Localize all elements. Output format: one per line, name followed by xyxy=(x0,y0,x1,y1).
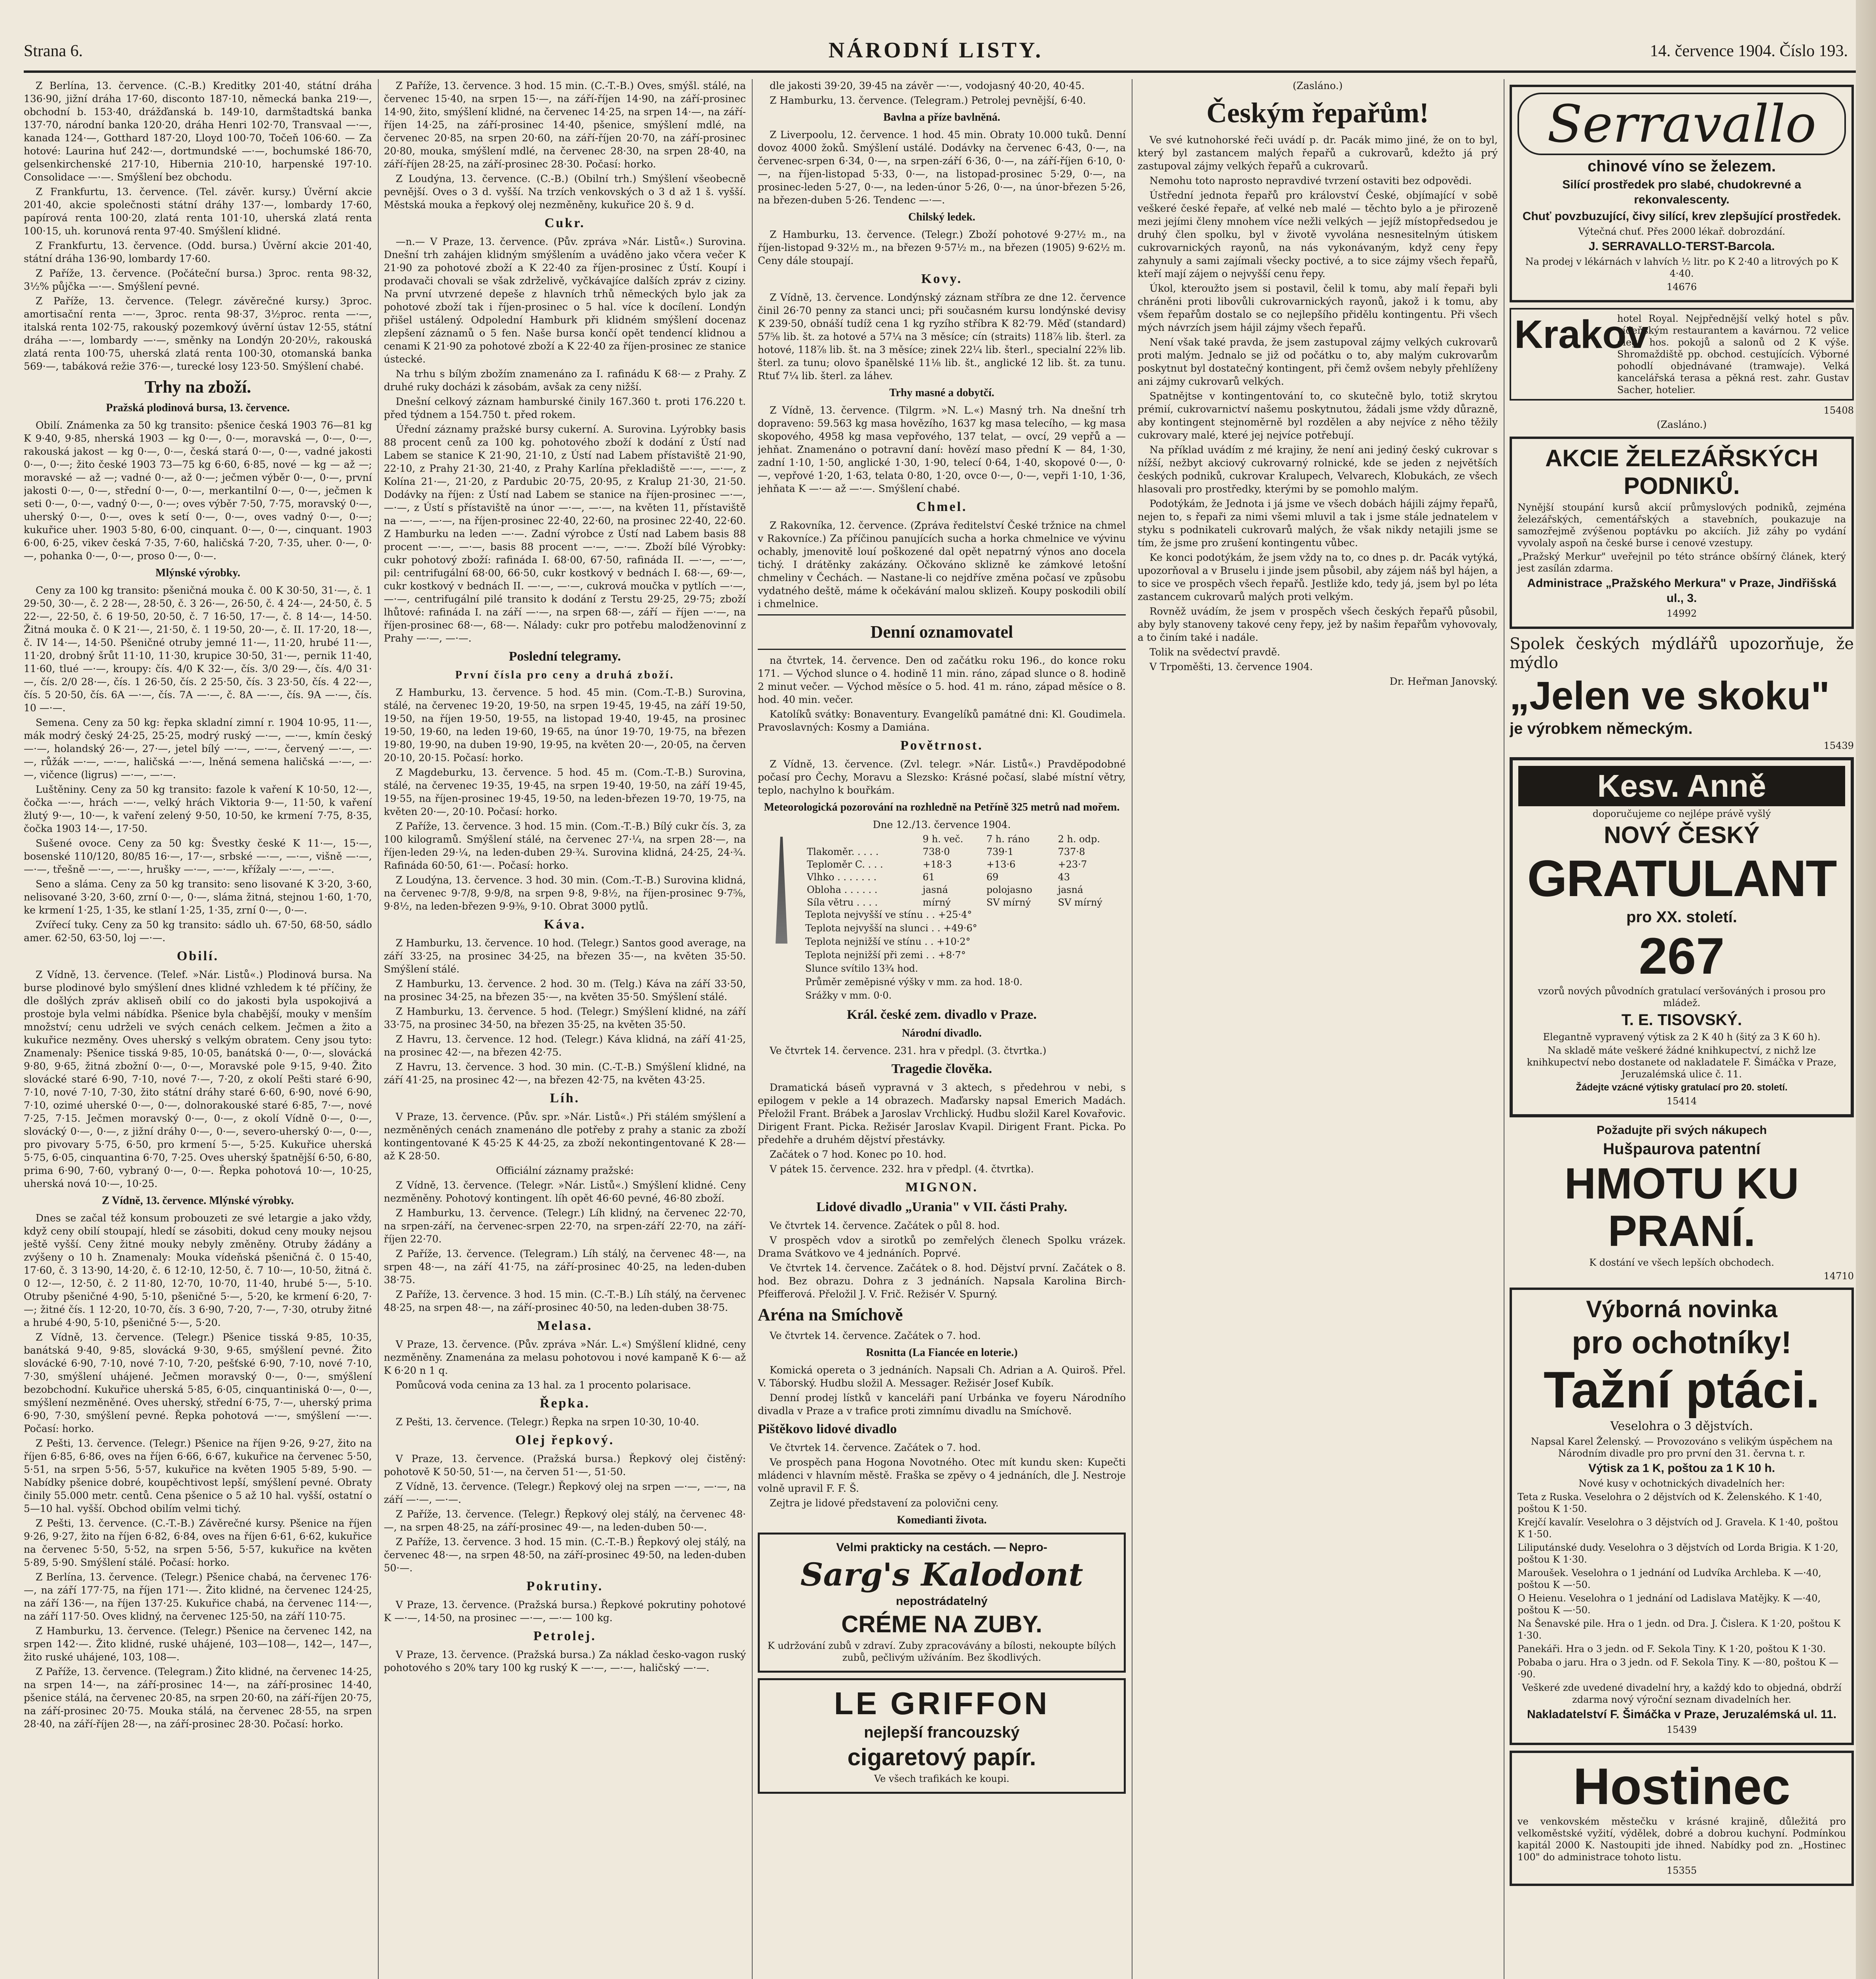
paragraph: Ceny za 100 kg transito: pšeničná mouka č. 00 K 30·50, 31·—, č. 1 29·50, 30·—, č. 2 28·—, 28·50, č. 3 26·—, 26·50, č. 4 24·—, 24·50, č. 5 22·—, 22·50, č. 6 19·50, 20·50, č. 7 16·50, 17·—, č. 8 14·—, 14·50. Žitná mouka č. 0 K 21·—, 21·50, č. 1 19·50, 20·—, č. II. 17·20, 18·—, č. IV 14·—, 14·50. Pšeničné otruby jemné 11·—, 11·20, hrubé 11·—, 11·20, drobný šrůt 11·10, 11·30, krupice 30·50, 31·—, pernik 11·40, 11·60, tlué —·—, kroupy: čís. 4/0 K 32·—, čís. 3/0 29·—, čís. 4/0 31·—, čís. 2/0 28·—, čís. 1 26·50, čís. 2 25·50, čís. 3 23·50, čís. 4 22·—, čís. 5 20·50, čís. 6A —·—, čís. 7A —·—, č. 8A —·—, čís. 9A —·—, čís. 10 —·—. xyxy=(24,585,372,714)
paragraph: Spatnějtse v kontingentování to, co skutečně bylo, totiž skrytou prémií, cukrovarnictví našemu poskytnutou, žádali jsme vždy důrazně, aby kontingent stejnoměrně byl rozdělen a aby nejvíce z něho těžily cukrovary malé, které jej nejvíce potřebují. xyxy=(1138,390,1498,441)
paragraph: Z Paříže, 13. července. 3 hod. 15 min. (C.-T.-B.) Oves, smýšl. stálé, na červenec 15·40, na srpen 15·—, na září-říjen 14·90, na září-prosinec 14·90, žito, smýšlení klidné, na červenec 14·25, na srpen 14·—, na září-říjen 14·25, na září-prosinec 14·40, pšenice, smýšlení mdlé, na červenec 20·85, na srpen 20·60, na září-říjen 20·70, na září-prosinec 20·80, mouka, smýšlení mdlé, na červenec 28·30, na srpen 28·40, na září-říjen 28·25, na září-prosinec 28·30. Počasí: horko. xyxy=(384,80,746,170)
ad-text: Nové kusy v ochotnických divadelních her: xyxy=(1578,1478,1785,1489)
paragraph: —n.— V Praze, 13. července. (Pův. zpráva »Nár. Listů«.) Surovina. Dnešní trh zahájen klidným smýšlením a uváděno jako včera večer K 21·90 za pohotové zboží a K 22·40 za říjen-prosinec z Ústí. Koupí i prodavači chovali se však zdrželivě, vyčkávajíce dalších zpráv z ciziny. Na první utvrzené depeše z hlavních trhů německých bylo jak za pohotové zboží tak i říjen-prosinec o 5 hal. více k docílení. Londýn přišel ustálený. Odpolední Hamburk při klidném smýšlení docenaz zlepšení záznamů o 5 fen. Naše bursa končí opět tendencí klidnou a cenami K 21·90 za pohotové zboží a K 22·40 za říjen-prosinec ze stanice ústecké. xyxy=(384,236,746,365)
ad-author: T. E. TISOVSKÝ. xyxy=(1621,1011,1742,1029)
ad-brand: Sarg's Kalodont xyxy=(800,1556,1083,1593)
hostinec-ad xyxy=(1510,1751,1854,1886)
list-item: O Heienu. Veselohra o 1 jednání od Ladislava Matějky. K —·40, poštou K —·50. xyxy=(1517,1593,1821,1616)
paragraph: Dnešní celkový záznam hamburské činily 167.360 t. proti 176.220 t. před týdnem a 154.750 t. před rokem. xyxy=(384,396,746,420)
ad-text: hotel Royal. Nejpřednější velký hotel s pův. vídeňským restaurantem a kavárnou. 72 velice eleg. hos. pokojů a salonů od 2 K výše. Shromaždiště pp. obchod. cestujících. Výborné pohodlí objednávané (tramwaje). Velká kancelářská terasa a pěkná rest. zahr. Gustav Sacher, hotelier. xyxy=(1617,313,1849,395)
theatre-subheading: Národní divadlo. xyxy=(902,1027,982,1039)
article-heading: Českým řepařům! xyxy=(1206,97,1429,129)
ad-text: Administrace „Pražského Merkura" v Praze, Jindřišská ul., 3. xyxy=(1527,577,1836,605)
section-heading: Chilský ledek. xyxy=(908,211,975,223)
paragraph: Z Berlína, 13. července. (Telegr.) Pšenice chabá, na červenec 176·—, na září 177·75, na říjen 171·—. Žito klidné, na červenec 124·25, na září 136·—, na říjen 137·25. Kukuřice chabá, na červenec 114·—, na září 117·50. Oves klidný, na červenec 125·50, na září 110·75. xyxy=(24,1571,372,1622)
paragraph: Z Pešti, 13. července. (C.-T.-B.) Závěrečné kursy. Pšenice na říjen 9·26, 9·27, žito na říjen 6·82, 6·84, oves na říjen 6·61, 6·62, kukuřice na červenec 5·50, 5·52, na srpen 5·56, 5·57, kukuřice na květen 5·89, 5·90. Smýšlení stálé. Počasí: horko. xyxy=(24,1517,372,1568)
section-heading: Meteorologická pozorování na rozhledně na Petříně 325 metrů nad mořem. xyxy=(764,801,1120,813)
paragraph: Z Frankfurtu, 13. července. (Odd. bursa.) Úvěrní akcie 201·40, státní dráha 136·90, lombardy 17·60. xyxy=(24,240,372,264)
meteo-note: Srážky v mm. 0·0. xyxy=(805,990,892,1001)
table-cell: mírný xyxy=(922,897,951,908)
paragraph: Z Vídně, 13. července. (Telegr.) Pšenice tisská 9·85, 10·35, banátská 9·40, 9·85, slovácká 9·30, 9·65, smýšlení pevné. Žito slovácké 6·90, 7·10, nové 7·10, 7·20, pešťské 6·90, 7·10, nové 7·10, 7·30, smýšlení uhájené. Ječmen moravský 0·—, 0·—, smýšlení bezobchodní. Kukuřice uherská 5·85, 6·05, cinquantiniská 0·—, 0·—, smýšlení nezměněné. Oves uherský, střední 6·75, 7·—, uherský prima 6·90, 7·30, smýšlení pevné. Řepka pohotová —·—, smýšlení —·—. Počasí: horko. xyxy=(24,1331,372,1434)
paragraph: Z Hamburku, 13. července. (Telegr.) Líh klidný, na červenec 22·70, na srpen-září, na červenec-srpen 22·70, na srpen-září 22·70, na září-říjen 22·70. xyxy=(384,1207,746,1245)
zaslano-label: (Zasláno.) xyxy=(1292,80,1343,91)
table-header-cell: 7 h. ráno xyxy=(986,834,1030,845)
column-divider xyxy=(752,79,753,1979)
paragraph: Dramatická báseň vypravná v 3 aktech, s předehrou v nebi, s epilogem v pekle a 14 obrazech. Maďarsky napsal Emerich Madách. Přeložil Frant. Brábek a Jaroslav Vrchlický. Hudbu složil Karel Kovařovic. Dirigent Frant. Picka. Režisér Jaroslav Kvapil. Dirigent Frant. Picka. Po předehře a druhém dějství přestávky. xyxy=(758,1082,1126,1145)
section-heading: Pokrutiny. xyxy=(526,1579,603,1593)
table-header-row xyxy=(805,833,1126,845)
ad-text: Výtečná chuť. Přes 2000 lékař. dobrozdání. xyxy=(1578,226,1785,237)
masthead xyxy=(24,38,1848,69)
paragraph: Z Vídně, 13. července. (Zvl. telegr. »Nár. Listů«.) Pravděpodobné počasí pro Čechy, Moravu a Slezsko: Krásné počasí, slabé místní větry, teplo, nachylno k bouřkám. xyxy=(758,758,1126,796)
paragraph: Rovněž uvádím, že jsem v prospěch všech českých řepařů působil, aby byly stanoveny takové ceny řepy, jež by našim řepařům vyhovovaly, a to činím také i nadále. xyxy=(1138,606,1498,643)
table-cell: 738·0 xyxy=(922,846,950,857)
ad-number: 14676 xyxy=(1666,281,1697,292)
table-cell: Síla větru . . . . xyxy=(807,897,878,908)
ad-text: Výborná novinka xyxy=(1586,1296,1777,1322)
ad-number: 15414 xyxy=(1666,1096,1697,1107)
ad-brand: LE GRIFFON xyxy=(834,1686,1050,1721)
ad-text: Spolek českých mýdlářů upozorňuje, že mýdlo xyxy=(1510,635,1854,672)
ad-heading: Kesv. Anně xyxy=(1518,766,1845,806)
section-heading: Káva. xyxy=(544,917,586,932)
ad-heading: AKCIE ŽELEZÁŘSKÝCH PODNIKŮ. xyxy=(1545,445,1819,499)
column-5-ads xyxy=(1510,79,1854,1979)
masthead-rule xyxy=(24,70,1856,73)
tower-icon xyxy=(760,837,803,944)
list-item: Liliputánské dudy. Veselohra o 3 dějstvích od Lorda Brigia. K 1·20, poštou K 1·30. xyxy=(1517,1542,1838,1565)
table-row xyxy=(805,858,1126,871)
table-cell: jasná xyxy=(1058,884,1083,895)
ad-text: Hušpaurova patentní xyxy=(1603,1140,1760,1158)
ad-heading: HMOTU KU PRANÍ. xyxy=(1564,1159,1799,1255)
paragraph: Ve čtvrtek 14. července. Začátek o 8. hod. Dějství první. Začátek o 8. hod. Bez obrazu. Dohra z 3 jednáních. Napsala Karolina Birch-Pfeifferová. Přeložil J. V. Frič. Režisér V. Spurný. xyxy=(758,1262,1126,1300)
ad-text: Elegantně vypravený výtisk za 2 K 40 h (šitý za 3 K 60 h). xyxy=(1543,1031,1821,1043)
paragraph: Dnes se začal též konsum probouzeti ze své letargie a jako vždy, když ceny obilí stoupají, hledí se zásobiti, dokud ceny mouky nejsou ještě vyšší. Ceny žitné mouky nebyly změněny. Otruby žádány a zvýšeny o 10 h. Znamenaly: Mouka vídeňská pšeničná č. 0 15·40, 17·60, č. 3 13·90, 14·20, č. 6 12·10, 12·50, č. 7 10·—, 10·50, žitná č. 0 12·—, 12·50, č. 2 11·80, 12·70, 10·70, 11·40, hrubé 5·—, 5·10. Otruby pšeničné 4·90, 5·10, pšeničné 5·—, 5·20, ke krmení 6·20, 7·—; žitné čís. 1 12·20, 10·70, čís. 3 6·90, 7·20, 7·—, 7·30, otruby žitné a hrubé 4·90, 5·10, pšeničné 5·—, 5·20. xyxy=(24,1212,372,1328)
table-cell: Vlhko . . . . . . . xyxy=(807,872,877,883)
paragraph: Z Paříže, 13. července. (Telegram.) Líh stálý, na červenec 48·—, na srpen 48·—, na září 41·75, na září-prosinec 40·25, na leden-duben 38·75. xyxy=(384,1248,746,1286)
table-row xyxy=(805,883,1126,896)
meteo-date: Dne 12./13. července 1904. xyxy=(873,819,1011,830)
section-heading: Poslední telegramy. xyxy=(508,649,621,664)
meteo-note: Teplota nejnižší při zemi . . +8·7° xyxy=(805,950,966,961)
paragraph: V Praze, 13. července. (Pražská bursa.) Řepkové pokrutiny pohotové K —·—, 14·50, na prosinec —·—, —·— 100 kg. xyxy=(384,1599,746,1624)
table-header-cell: 2 h. odp. xyxy=(1058,834,1100,845)
paragraph: Ve čtvrtek 14. července. Začátek o půl 8. hod. xyxy=(770,1220,1000,1231)
ad-number: 15439 xyxy=(1666,1724,1697,1735)
paragraph: Úřední záznamy pražské bursy cukerní. A. Surovina. Lyýrobky basis 88 procent cenů za 100 kg. pohotového zboží k dodání z Ústí nad Labem se stanice K 21·90, 21·10, z Ústí nad Labem přístaviště 21·90, 22·10, z Prahy 21·30, 21·40, z Prahy Karlína překladiště —·—, —·—, z Kolína 21·—, 21·20, z Pardubic 20·75, 20·95, z Kralup 21·30, 21·50. Dodávky na říjen: z Ústí nad Labem se stanice na říjen-prosinec —·—, —·—, z Ústí s přístaviště na únor —·—, —·—, na květen 11, přístaviště na —·—, —·—, na říjen-prosinec 22·40, 22·60, na prosinec 22·40, 22·60. Z Hamburku na leden —·—. Zadní výrobce z Ústí nad Labem basis 88 procent —·—, —·—, basis 88 procent —·—, —·—. Zboží bílé Výrobky: cukr pohotový zboží: rafináda I. 68·00, 67·50, rafináda II. —·—, —·—, pil: centrifugální 68·00, 66·50, cukr kostkový v bednách I. 68·—, 69·—, cukr kostkový v bednách II. —·—, —·—, cukrová moučka v pytlích —·—, —·—, centrifugální pilé transito k dodání z Terstu 29·25, 29·75; zboží lhůtové: rafináda I. na září —·—, na srpen 68·—, září — říjen —·—, na říjen-prosinec 68·—, 68·—. Nálady: cukr pro potřebu malodženovinní z Prahy —·—, —·—. xyxy=(384,424,746,644)
paragraph: Z Vídně, 13. července. Londýnský záznam stříbra ze dne 12. července činil 26·70 penny za stanci unci; při současném kursu londýnské devisy K 239·50, obnáší tudíž cena 1 kg ryzího stříbra K 82·79. Měď (standard) 57⅝ lib. št. za hotové a 57¼ na 3 měsíce; cín (straits) 118⅞ lib. šterl. za hotové, 118⅞ lib. št. na 3 měsíce; zinek 22¼ lib. šterl., specialní 22⅝ lib. šterl. za tunu; olovo španělské 11⅛ lib. št., anglické 12 lib. št. za tunu. Rtuť 7¼ lib. šterl. za láhev. xyxy=(758,292,1126,382)
table-cell: polojasno xyxy=(986,884,1032,895)
paragraph: Z Hamburku, 13. července. 2 hod. 30 m. (Telg.) Káva na září 33·50, na prosinec 34·25, na březen 35·—, na květen 35·50. Smýšlení stálé. xyxy=(384,978,746,1003)
zaslano-label: (Zasláno.) xyxy=(1656,419,1707,430)
paragraph: Z Liverpoolu, 12. července. 1 hod. 45 min. Obraty 10.000 tuků. Denní dovoz 4000 žoků. Smýšlení ustálé. Dodávky na červenec 6·43, 0·—, na červenec-srpen 6·34, 0·—, na srpen-září 6·36, 0·—, na září-říjen 6·10, 0·—, na říjen-listopad 5·33, 0·—, na listopad-prosinec 5·29, 0·—, na prosinec-leden 5·27, 0·—, na leden-únor 5·26, 0·—, na únor-březen 5·26, na březen-duben 5·26. Tendenc —·—. xyxy=(758,129,1126,206)
paragraph: Z Havru, 13. července. 12 hod. (Telegr.) Káva klidná, na září 41·25, na prosinec 42·—, na březen 42·75. xyxy=(384,1033,746,1058)
paragraph: Ke konci podotýkám, že jsem vždy na to, co dnes p. dr. Pacák vytýká, upozorňoval a v Bruselu i jinde jsem působil, aby zájem náš byl hájen, a to sice ve prospěch všech řepařů. Jestliže kdo, tedy já, jsem byl po léta zastancem cukrovarů malých proti velkým. xyxy=(1138,552,1498,602)
section-heading: Cukr. xyxy=(544,216,585,230)
ad-text: nejlepší francouzský xyxy=(864,1724,1020,1741)
table-row xyxy=(805,896,1126,909)
table-cell: 69 xyxy=(986,872,999,883)
paragraph: Z Paříže, 13. července. 3 hod. 15 min. (C.-T.-B.) Líh stálý, na červenec 48·25, na srpen 48·—, na září-prosinec 40·50, na leden-duben 38·75. xyxy=(384,1289,746,1313)
paragraph: Seno a sláma. Ceny za 50 kg transito: seno lisované K 3·20, 3·60, nelisované 3·20, 3·60, zrní 0·—, 0·—, sláma žitná, stejnou 1·60, 1·70, ke krmení 1·25, 1·35, ke stlaní 1·25, 1·35, zrní 0·—, 0·—. xyxy=(24,878,372,916)
section-heading: Povětrnost. xyxy=(900,738,983,753)
paragraph: Z Havru, 13. července. 3 hod. 30 min. (C.-T.-B.) Smýšlení klidné, na září 41·25, na prosinec 42·—, na březen 42·75, na květen 43·25. xyxy=(384,1061,746,1086)
spolek-ad xyxy=(1510,634,1854,752)
table-header-cell: 9 h. več. xyxy=(922,834,964,845)
paragraph: Z Pešti, 13. července. (Telegr.) Řepka na srpen 10·30, 10·40. xyxy=(396,1416,699,1428)
table-cell: 737·8 xyxy=(1058,846,1085,857)
list-item: Panekáři. Hra o 3 jedn. od F. Sekola Tiny. K 1·20, poštou K 1·30. xyxy=(1517,1643,1826,1654)
ad-text: K dostání ve všech lepších obchodech. xyxy=(1589,1257,1774,1268)
paragraph: Obilí. Známenka za 50 kg transito: pšenice česká 1903 76—81 kg K 9·40, 9·85, nherská 1903 — kg 0·—, 0·—, moravská —, 0·—, 0·—, rakouská jakost — kg 0·—, 0·—, česká stará 0·—, 0·—, vadné jakosti 0·—, 0·—; žito české 1903 73—75 kg 6·60, 6·85, nové — kg — až —; moravské — až —; vadné 0·—, až 0·—; ječmen výběr 0·—, 0·—, první jakosti 0·—, 0·—, střední 0·—, 0·—, merkantilní 0·—, 0·—, ječmen k seti 0·—, 0·—, vadný 0·—, 0·—; oves výběr 7·50, 7·75, moravský 0·—, uherský 0·—, 0·—, oves k setí 0·—, 0·—, oves vadný 0·—, 0·—; kukuřice uher. 1903 5·80, 6·00, cinquant. 0·—, 0·—, cinquant. 1903 6·00, 6·25, vikev česká 7·35, 7·60, haličská 7·20, 7·35, uher. 0·—, 0·—, pohanka 0·—, 0·—, proso 0·—, 0·—. xyxy=(24,420,372,562)
section-heading: Chmel. xyxy=(916,499,967,514)
table-cell: 61 xyxy=(922,872,935,883)
theatre-heading: Aréna na Smíchově xyxy=(758,1305,903,1324)
paragraph: Z Hamburku, 13. července. 5 hod. 45 min. (Com.-T.-B.) Surovina, stálé, na červenec 19·20, 19·50, na srpen 19·45, 19·45, na září 19·50, 19·50, na říjen 19·50, 19·55, na listopad 19·40, 19·45, na prosinec 19·50, 19·60, na leden 19·60, 19·65, na únor 19·70, 19·75, na březen 19·80, 19·90, na duben 19·90, 19·95, na květen 20·—, 20·05, na červen 20·10, 20·15. Počasí: horko. xyxy=(384,687,746,763)
paragraph: Z Magdeburku, 13. července. 5 hod. 45 m. (Com.-T.-B.) Surovina, stálé, na červenec 19·35, 19·45, na srpen 19·40, 19·50, na září 19·45, 19·55, na říjen-prosinec 19·45, 19·50, na leden-březen 19·70, 19·75, na květen 20·—, 20·10. Počasí: horko. xyxy=(384,767,746,817)
ad-text: „Pražský Merkur" uveřejnil po této stránce obšírný článek, který jest zasílán zdarma. xyxy=(1517,551,1846,574)
paragraph: Ústřední jednota řepařů pro království České, objímající v sobě veškeré české řepaře, ať velké neb malé — těchto bylo a je přirozeně mezi jejími členy mnohem více nežli velkých — jejíž místopředsedou je druhý člen spolku, byl v životě vyvolána nesnesitelným útiskem cukrovarnických rayonů, na nás vykonávaným, když ceny řepy zahynuly a sami zajímali všecky poctivé, a to sice zájmy všech řepařů, kteří mají zájem o nejvyšší cenu řepy. xyxy=(1138,190,1498,279)
ad-text: Velmi prakticky na cestách. — Nepro- xyxy=(836,1541,1047,1554)
ad-text: Veselohra o 3 dějstvích. xyxy=(1610,1419,1753,1433)
paragraph: Ve své kutnohorské řeči uvádí p. dr. Pacák mimo jiné, že on to byl, který byl zastancem malých řepařů a cukrovarů, kdežto já prý zastupoval zájmy velkých řepařů a cukrovarů. xyxy=(1138,134,1498,172)
section-heading: Melasa. xyxy=(537,1318,593,1333)
paragraph: V Praze, 13. července. (Pův. zpráva »Nár. L.«) Smýšlení klidné, ceny nezměněny. Znamenána za melasu pohotovou i nové kampaně K 6·— až K 6·20 n 1 q. xyxy=(384,1339,746,1376)
play-title: Komedianti života. xyxy=(897,1514,987,1526)
ad-text: Chuť povzbuzující, čivy silící, krev zlepšující prostředek. xyxy=(1522,210,1841,223)
ad-number: 15355 xyxy=(1666,1865,1697,1876)
ad-text: nepostrádatelný xyxy=(896,1595,988,1608)
ad-text: Na skladě máte veškeré žádné knihkupectví, z nichž lze knihkupectví nebo dostanete od nakladatele F. Šimáčka v Praze, Jeruzalémská ulice č. 11. xyxy=(1527,1045,1837,1080)
list-item: Pobaba o jaru. Hra o 3 jedn. od F. Sekola Tiny. K —·80, poštou K —·90. xyxy=(1517,1657,1839,1680)
paragraph: Ve prospěch pana Hogona Novotného. Otec mít kundu sken: Kupečti mládenci v hlavním městě. Fraška se zpěvy o 4 jednáních, dle J. Nestroje volně upravil F. F. Š. xyxy=(758,1457,1126,1494)
paragraph: Z Paříže, 13. července. (Počáteční bursa.) 3proc. renta 98·32, 3½% půjčka —·—. Smýšlení pevné. xyxy=(24,268,372,292)
table-cell: +18·3 xyxy=(922,859,952,870)
table-cell: +23·7 xyxy=(1058,859,1087,870)
griffon-ad xyxy=(758,1678,1126,1794)
paragraph: V pátek 15. července. 232. hra v předpl. (4. čtvrtka). xyxy=(770,1163,1034,1175)
ad-text: Výtisk za 1 K, poštou za 1 K 10 h. xyxy=(1588,1462,1775,1475)
ad-number: 15408 xyxy=(1823,405,1854,416)
column-divider xyxy=(378,79,379,1979)
paragraph: Luštěniny. Ceny za 50 kg transito: fazole k vaření K 10·50, 12·—, čočka —·—, hrách —·—, velký hrách Viktoria 9·—, 11·50, k vaření žlutý 9·—, 10·—, k vaření zelený 9·50, 10·50, ke krmení 7·75, 8·35, čočka 1903 14·—, 17·50. xyxy=(24,784,372,834)
paragraph: Úkol, kteroužto jsem si postavil, čelil k tomu, aby malí řepaři byli chráněni proti libovůli cukrovarnických rayonů, jakož i k tomu, aby všem řepařům dostalo se co nejlepšího přidělu kontingentu. Při všech mých návrzích jsem hájil zájmy všech řepařů. xyxy=(1138,283,1498,333)
ad-brand: Serravallo xyxy=(1517,93,1846,155)
section-subheading: První čísla pro ceny a druhá zboží. xyxy=(455,669,675,681)
ad-text: vzorů nových původních gratulací veršováných i prosou pro mládež. xyxy=(1538,986,1826,1008)
ad-text: doporučujeme co nejlépe právě vyšlý xyxy=(1592,808,1771,819)
play-title: Tragedie člověka. xyxy=(891,1062,992,1076)
paragraph: V prospěch vdov a sirotků po zemřelých členech Spolku vrázek. Drama Svátkovo ve 4 jednáních. Poprvé. xyxy=(758,1235,1126,1259)
ad-text: pro XX. století. xyxy=(1626,908,1738,926)
paragraph: Ve čtvrtek 14. července. Začátek o 7. hod. xyxy=(770,1330,981,1341)
paragraph: Z Hamburku, 13. července. (Telegr.) Zboží pohotové 9·27½ m., na říjen-listopad 9·32½ m., na březen 9·57½ m., na březen (1905) 9·62½ m. Ceny dále stoupají. xyxy=(758,229,1126,266)
paragraph: Z Paříže, 13. července. (Telegram.) Žito klidné, na červenec 14·25, na srpen 14·—, na září-prosinec 14·—, na září-prosinec 14·40, pšenice stálá, na červenec 20·85, na srpen 20·60, na září-říjen 20·75, na září-prosinec 20·75. Mouka stálá, na červenec 28·55, na srpen 28·40, na září-říjen 28·—, na září-prosinec 28·30. Počasí: horko. xyxy=(24,1666,372,1730)
section-heading: Kovy. xyxy=(921,272,963,286)
ad-number: 14710 xyxy=(1823,1271,1854,1282)
meteo-note: Průměr zeměpisné výšky v mm. za hod. 18·0. xyxy=(805,976,1022,988)
list-item: Krejčí kavalír. Veselohra o 3 dějstvích od J. Gravela. K 1·40, poštou K 1·50. xyxy=(1517,1517,1838,1540)
section-heading: Trhy masné a dobytčí. xyxy=(889,387,994,399)
ad-text: cigaretový papír. xyxy=(847,1744,1036,1770)
ad-text: NOVÝ ČESKÝ xyxy=(1604,822,1760,848)
ad-number-large: 267 xyxy=(1639,927,1725,985)
section-heading: Denní oznamovatel xyxy=(870,622,1013,642)
table-cell: 739·1 xyxy=(986,846,1014,857)
table-cell: SV mírný xyxy=(1058,897,1102,908)
list-item: Na Šenavské pile. Hra o 1 jedn. od Dra. J. Čislera. K 1·20, poštou K 1·30. xyxy=(1517,1618,1841,1641)
paragraph: V Praze, 13. července. (Pražská bursa.) Řepkový olej čistěný: pohotově K 50·50, 51·—, na červen 51·—, 51·50. xyxy=(384,1453,746,1478)
section-heading: Olej řepkový. xyxy=(515,1433,615,1447)
ad-text: Napsal Karel Želenský. — Provozováno s velikým úspěchem na Národním divadle pro pro první den 31. června t. r. xyxy=(1531,1436,1833,1459)
table-cell: Obloha . . . . . . xyxy=(807,884,878,895)
paragraph: Z Paříže, 13. července. 3 hod. 15 min. (Com.-T.-B.) Bílý cukr čís. 3, za 100 kilogramů. Smýšlení stálé, na červenec 27·¼, na srpen 28·—, na říjen-leden 29·¼, na leden-duben 29·¾. Surovina klidná, 24·25, 24·¾. Rafináda 60·50, 61·—. Počasí: horko. xyxy=(384,820,746,871)
theatre-heading: Lidové divadlo „Urania" v VII. části Prahy. xyxy=(816,1200,1068,1214)
ad-text: Ve všech trafikách ke koupi. xyxy=(874,1773,1009,1784)
meteo-table-wrap xyxy=(805,833,1126,1003)
paragraph: Z Vídně, 13. července. (Telef. »Nár. Listů«.) Plodinová bursa. Na burse plodinové bylo smýšlení dnes klidné vzhledem k té příčiny, že dle došlých zpráv akliseň obilí co do jakosti byla uspokojivá a prostoje byla velmi nábídka. Pšenice byla chabější, mouky v menším množství; cenu udrželi ve svých cenách celkem. Ječmen a žito a kukuřice nezměny. Oves uherský s velkým obratem. Ceny jsou tyto: Znamenaly: Pšenice tisská 9·85, 10·05, banátská 0·—, 0·—, slovácká 9·80, 9·65, žitná zbožní 0·—, 0·—, Moravské pole 9·15, 9·40. Žito slovácké staré 6·90, 7·10, nové 7·—, 7·20, z okolí Pešti staré 6·90, 7·10, nové 7·10, 7·30, žito státní dráhy staré 6·60, 6·90, nové 6·90, 7·10, ozimé uherské 0·—, 0·—, dolnorakouské staré 6·85, 7·—, nové 7·25, 7·15. Ječmen moravský 0·—, 0·—, z okolí Vídně 0·—, 0·—, slovácký 0·—, 0·—, z jižní dráhy 0·—, 0·—, severo-uherský 0·—, 0·—, pro pivovary 5·75, 6·50, pro krmení 5·—, 5·25. Kukuřice uherská 5·75, 6·05, cinquantina 6·70, 7·25. Oves uherský špatnější 6·50, 6·80, prima 6·90, 7·60, vybraný 0·—, 0·—. Řepka pohotová 10·—, 10·25, uherská nová 10·—, 10·25. xyxy=(24,969,372,1189)
page-fold-edge xyxy=(1856,0,1876,1979)
paragraph: Z Hamburku, 13. července. 5 hod. (Telegr.) Smýšlení klidné, na září 33·75, na prosinec 34·50, na březen 35·25, na květen 35·50. xyxy=(384,1006,746,1030)
column-1 xyxy=(24,79,372,1979)
play-title: MIGNON. xyxy=(905,1180,978,1195)
ad-text: K udržování zubů v zdraví. Zuby zpracovávány a bílosti, nekoupte bílých zubů, pečlivým užíváním. Bez škodlivých. xyxy=(767,1640,1116,1663)
signature: Dr. Heřman Janovský. xyxy=(1389,676,1498,687)
paragraph: Zejtra je lidové představení za polovični ceny. xyxy=(770,1497,999,1509)
paragraph: Z Hamburku, 13. července. (Telegr.) Pšenice na červenec 142, na srpen 142·—. Žito klidné, ruské uhájené, 103—108—, 142—, 147—, žito ruské uhájené, 103, 108—. xyxy=(24,1625,372,1663)
paragraph: Z Berlína, 13. července. (C.-B.) Kreditky 201·40, státní dráha 136·90, jižní dráha 17·60, disconto 187·10, německá banka 219·—, obchodní b. 153·40, drážďanská b. 149·10, darmštadtská banka 137·70, národní banka 120·20, dráha Henri 102·70, Transvaal —·—, kanada 124·—, Gotthard 187·20, Lloyd 100·70, Točeň 106·60. — Za hotové: Laurina huť 242·—, dortmundské —·—, bochumské 186·70, gelsenkirchenské 217·10, Hibernia 210·10, harpenské 197·10. Consolidace —·—. Smýšlení bez obchodu. xyxy=(24,80,372,183)
paragraph: Z Loudýna, 13. července. (C.-B.) (Obilní trh.) Smýšlení všeobecně pevnější. Oves o 3 d. vyšší. Na trzích venkovských o 3 d až 1 š. vyšší. Městská mouka a řepkový olej nezměněny, kukuřice 20 š. 9 d. xyxy=(384,173,746,211)
meteo-block xyxy=(758,833,1126,1003)
paragraph: Z Rakovníka, 12. července. (Zpráva ředitelství České tržnice na chmel v Rakovníce.) Za příčinou panujících sucha a horka chmelnice ve vývinu ochably, jmenovitě louí poškozené dal opět nepatrný výnos ano docela tichý. I drátěnky zakázány. Očkováno sklizně ke zámkové letošní chmeliny v Čechách. — Nastane-li co nejdříve změna počasí ve způsobu vydatného deště, máme k očekávání malou sklizeň. Koupy poskodili obilí i chmelnice. xyxy=(758,520,1126,610)
meteo-note: Teplota nejnižší ve stínu . . +10·2° xyxy=(805,936,971,947)
table-cell: +13·6 xyxy=(986,859,1016,870)
paragraph: Z Frankfurtu, 13. července. (Tel. závěr. kursy.) Úvěrní akcie 201·40, akcie společnosti státní dráhy 137·—, lombardy 17·60, papírová renta 100·20, zlatá renta 101·10, uherská zlatá renta 100·15, uh. korunová renta 97·40. Smýšlení klidné. xyxy=(24,186,372,237)
ad-number: 15439 xyxy=(1823,740,1854,751)
meteo-note: Teplota nejvyšší na slunci . . +49·6° xyxy=(805,923,977,934)
ad-heading: pro ochotníky! xyxy=(1572,1325,1792,1360)
paragraph: Sušené ovoce. Ceny za 50 kg: Švestky české K 11·—, 15·—, bosenské 110/120, 80/85 16·—, 17·—, srbské —·—, —·—, višně —·—, —·—, třešně —·—, —·—, hrušky —·—, —·—, křížaly —·—, —·—. xyxy=(24,838,372,875)
section-subheading: Pražská plodinová bursa, 13. července. xyxy=(106,402,290,414)
theatre-heading: Pištěkovo lidové divadlo xyxy=(758,1422,897,1436)
paragraph: Na příklad uvádím z mé krajiny, že není ani jediný český cukrovar s nížší, nežbyt akciový cukrovarný rolnické, kde se jeden z největších českých podniků, cukrovar Kralupech, Velvarech, Klobukách, ze všech hlasovali pro prostředky, kterými by se pomohlo malým. xyxy=(1138,444,1498,495)
paragraph: Začátek o 7 hod. Konec po 10. hod. xyxy=(770,1149,947,1160)
section-heading: Obilí. xyxy=(176,949,219,963)
paragraph: Z Paříže, 13. července. 3 hod. 15 min. (C.-T.-B.) Řepkový olej stálý, na červenec 48·—, na srpen 48·50, na září-prosinec 49·50, na leden-duben 50·—. xyxy=(384,1536,746,1574)
ad-text: ve venkovském městečku v krásné krajině, důležitá pro velkoměstské vyžití, výdělek, dobré a dobrou kuchyní. Podmínkou kapitál 2000 K. Nastoupiti jde ihned. Nabídky pod zn. „Hostinec 100" do administrace tohoto listu. xyxy=(1517,1816,1846,1863)
table-cell: SV mírný xyxy=(986,897,1031,908)
petrin-tower-illustration xyxy=(758,833,805,1003)
table-cell: jasná xyxy=(922,884,948,895)
section-heading: Řepka. xyxy=(540,1396,590,1411)
column-2 xyxy=(384,79,746,1979)
paragraph: dle jakosti 39·20, 39·45 na závěr —·—, vodojasný 40·20, 40·45. xyxy=(770,80,1085,91)
paragraph: Komická opereta o 3 jednáních. Napsali Ch. Adrian a A. Quiroš. Přel. V. Táborský. Hudbu složil A. Messager. Režisér Josef Kubík. xyxy=(758,1364,1126,1389)
ad-brand: Krakov xyxy=(1514,312,1649,357)
paragraph: Pomůcová voda cenina za 13 hal. za 1 procento polarisace. xyxy=(396,1379,691,1391)
issue-date: 14. července 1904. Číslo 193. xyxy=(1650,42,1848,60)
akcie-ad xyxy=(1510,437,1854,629)
ad-heading: GRATULANT xyxy=(1527,849,1836,907)
ad-text: Nakladatelství F. Šimáčka v Praze, Jeruzalémská ul. 11. xyxy=(1527,1708,1837,1721)
ad-text: Nynější stoupání kursů akcií průmyslových podniků, zejména železářských, cementářských a stavebních, poukazuje na samozřejmě zvýšenou poptávku po akciích. Již záhy po vydání vyvolaly aspoň na české burse i cenové vzestupy. xyxy=(1517,502,1846,549)
paragraph: Z Vídně, 13. července. (Tilgrm. »N. L.«) Masný trh. Na dnešní trh dopraveno: 59.563 kg masa hovězího, 1637 kg masa telecího, — kg masa skopového, 4958 kg masa vepřového, 137 telat, — ovcí, 29 vepřů a — jehňat. Znamenáno o potravní daní: hovězí maso přední K — 84, 1·30, zadní 1·10, 1·50, anglické 1·30, 1·90, telecí 0·64, 1·40, skopové 0·—, 0·—, vepřové 1·20, 1·63, telata 0·80, 1·20, ovce 0·—, 0·—, vepři 1·10, 1·36, jehňata K —·— až —·—. Smýšlení chabé. xyxy=(758,405,1126,494)
section-heading: Petrolej. xyxy=(533,1629,597,1643)
column-4 xyxy=(1138,79,1498,1979)
ochotnici-ad xyxy=(1510,1288,1854,1745)
theatre-heading: Král. české zem. divadlo v Praze. xyxy=(847,1007,1037,1022)
gratulant-ad xyxy=(1510,757,1854,1117)
list-item: Maroušek. Veselohra o 1 jednání od Ludvíka Archleba. K —·40, poštou K —·50. xyxy=(1517,1567,1821,1590)
section-subheading: Z Vídně, 13. července. Mlýnské výrobky. xyxy=(102,1195,294,1207)
ad-number: 14992 xyxy=(1666,608,1697,619)
column-3 xyxy=(758,79,1126,1979)
paragraph: Z Vídně, 13. července. (Telegr.) Řepkový olej na srpen —·—, —·—, na září —·—, —·—. xyxy=(384,1481,746,1505)
paragraph: Z Loudýna, 13. července. 3 hod. 30 min. (Com.-T.-B.) Surovina klidná, na červenec 9·7/8, 9·9/8, na srpen 9·8, 9·8½, na říjen-prosinec 9·7⅝, 9·8½, na leden-březen 9·9⅜, 9·10. Obrat 3000 pytlů. xyxy=(384,874,746,912)
paragraph: Ve čtvrtek 14. července. Začátek o 7. hod. xyxy=(770,1442,981,1453)
paragraph: Semena. Ceny za 50 kg: řepka skladní zimní r. 1904 10·95, 11·—, mák modrý český 24·25, 25·25, modrý ruský —·—, —·—, kmín český —·—, holandský 26·—, 27·—, jetel bílý —·—, —·—, červený —·—, —·—, růžák —·—, —·—, haličská —·—, lněná semena haličská —·—, —·—, vičence (ligrus) —·—, —·—. xyxy=(24,717,372,781)
sign-place: V Trpoměšti, 13. července 1904. xyxy=(1150,661,1313,672)
section-heading: Bavlna a příze bavlněná. xyxy=(883,111,1000,123)
page-number: Strana 6. xyxy=(24,42,83,60)
play-title: Rosnitta (La Fiancée en loterie.) xyxy=(866,1347,1018,1359)
table-cell: 43 xyxy=(1058,872,1070,883)
paragraph: Podotýkám, že Jednota i já jsme ve všech dobách hájili zájmy řepařů, nejen to, s řepaři za nimi všemi mluvil a tak i jsme stále jednatelem v styku s podnikateli cukrovarů malých, že však nikdy netajili jsme se tím, že jsme pro zrušení kontingentu vůbec. xyxy=(1138,498,1498,549)
table-row xyxy=(805,845,1126,858)
paragraph: Z Paříže, 13. července. (Telegr. závěrečné kursy.) 3proc. amortisační renta —·—, 3proc. renta 98·37, 3½proc. renta —·—, italská renta 102·75, rakouský pozemkový úvěrní ústav 12·55, státní dráha —·—, lombardy —·—, směnky na Londýn 20·20½, rakouská zlatá renta 100·75, uherská zlatá renta 100·30, otomanská banka 569·—, tabáková režie 376·—, turecké losy 123·50. Smýšlení chabé. xyxy=(24,295,372,372)
paragraph: Katolíků svátky: Bonaventury. Evangelíků památné dni: Kl. Goudimela. Pravoslavných: Kosmy a Damiána. xyxy=(758,708,1126,733)
paragraph: Z Hamburku, 13. července. (Telegram.) Petrolej pevnější, 6·40. xyxy=(770,95,1086,106)
krakov-ad xyxy=(1510,308,1854,401)
paragraph: Z Pešti, 13. července. (Telegr.) Pšenice na říjen 9·26, 9·27, žito na říjen 6·85, 6·86, oves na říjen 6·66, 6·67, kukuřice na červenec 5·50, 5·51, na srpen 5·56, 5·57, kukuřice na květen 1905 5·89, 5·90. — Nabídky pšenice dobré, koupěchtivost lepší, smýšlení pevné. Obraty činily 55.000 metr. centů. Cena pšenice o 5 až 10 hal. vyšší, ostatní o 5—10 hal. vyšší. Obchod obilím velmi tichý. xyxy=(24,1438,372,1514)
ad-heading: „Jelen ve skoku" xyxy=(1510,674,1830,718)
section-subheading: Mlýnské výrobky. xyxy=(155,567,241,579)
ad-text: Veškeré zde uvedené divadelní hry, a každý kdo to objedná, obdrží zdarma nový výroční seznam divadelních her. xyxy=(1522,1682,1842,1705)
ad-text: chinové víno se železem. xyxy=(1588,158,1776,175)
section-heading: Trhy na zboží. xyxy=(144,377,251,397)
ad-text: Silící prostředek pro slabé, chudokrevné a rekonvalescenty. xyxy=(1562,178,1801,206)
paragraph: Z Paříže, 13. července. (Telegr.) Řepkový olej stálý, na červenec 48·—, na srpen 48·25, na září-prosinec 49·—, na leden-duben 50·—. xyxy=(384,1508,746,1533)
table-row xyxy=(805,871,1126,883)
paragraph: Na trhu s bílým zbožím znamenáno za I. rafinádu K 68·— z Prahy. Z druhé ruky docházi k zásobám, avšak za ceny nižší. xyxy=(384,368,746,393)
ad-text: je výrobkem německým. xyxy=(1510,720,1693,737)
section-heading: Líh. xyxy=(550,1091,580,1105)
paragraph: Nemohu toto naprosto nepravdivé tvrzení ostaviti bez odpovědi. xyxy=(1150,175,1472,186)
ad-text: CRÉME NA ZUBY. xyxy=(841,1611,1042,1637)
newspaper-title: NÁRODNÍ LISTY. xyxy=(828,38,1043,63)
list-item: Teta z Ruska. Veselohra o 2 dějstvích od K. Želenského. K 1·40, poštou K 1·50. xyxy=(1517,1491,1822,1514)
table-cell: Teploměr C. . . . xyxy=(807,859,883,870)
paragraph: Ve čtvrtek 14. července. 231. hra v předpl. (3. čtvrtka.) xyxy=(770,1045,1047,1056)
paragraph: V Praze, 13. července. (Pův. spr. »Nár. Listů«.) Při stálém smýšlení a nezměněných cenách znamenáno dle potřeby z prahy a stanic za zboží kontingentované K 45·25 K 44·25, za zboží nekontingentované K 28·— až K 28·50. xyxy=(384,1111,746,1162)
meteo-note: Teplota nejvyšší ve stínu . . +25·4° xyxy=(805,909,972,920)
ad-text: J. SERRAVALLO-TERST-Barcola. xyxy=(1588,240,1775,253)
ad-text: Požadujte při svých nákupech xyxy=(1596,1124,1767,1137)
hmota-ad xyxy=(1510,1123,1854,1282)
ad-heading: Tažní ptáci. xyxy=(1543,1361,1820,1419)
ad-text: Na prodej v lékárnách v lahvích ½ litr. po K 2·40 a litrových po K 4·40. xyxy=(1525,256,1838,279)
ad-heading: Hostinec xyxy=(1573,1757,1791,1815)
paragraph: Zvířecí tuky. Ceny za 50 kg transito: sádlo uh. 67·50, 68·50, sádlo amer. 62·50, 63·50, loj —·—. xyxy=(24,919,372,944)
paragraph: Z Hamburku, 13. července. 10 hod. (Telegr.) Santos good average, na září 33·25, na prosinec 34·25, na březen 35·—, na květen 35·50. Smýšlení stálé. xyxy=(384,937,746,975)
paragraph: Tolik na svědectví pravdě. xyxy=(1150,646,1280,658)
paragraph: na čtvrtek, 14. července. Den od začátku roku 196., do konce roku 171. — Východ slunce o 4. hodině 11 min. ráno, západ slunce o 8. hodině 2 minut večer. — Východ měsíce o 5. hod. 41 m. ráno, západ měsíce o 8. hod. 40 min. večer. xyxy=(758,655,1126,705)
paragraph: Z Vídně, 13. července. (Telegr. »Nár. Listů«.) Smýšlení klidné. Ceny nezměněny. Pohotový kontingent. líh opět 46·60 pevné, 46·80 zboží. xyxy=(384,1179,746,1204)
daily-announcer-box xyxy=(758,614,1126,650)
paragraph: V Praze, 13. července. (Pražská bursa.) Za náklad česko-vagon ruský pohotového s 20% tary 100 kg ruský K —·—, —·—, haličský —·—. xyxy=(384,1649,746,1673)
paragraph: Není však také pravda, že jsem zastupoval zájmy velkých cukrovarů proti malým. Jednalo se již od počátku o to, aby malým cukrovarům poskytnut byl dostatečný kontingent, při čemž ovšem nebyly přehlíženy ani zájmy cukrovarů velkých. xyxy=(1138,336,1498,387)
meteo-table xyxy=(805,833,1126,909)
serravallo-ad xyxy=(1510,85,1854,302)
section-subheading: Officiální záznamy pražské: xyxy=(496,1165,634,1176)
kalodont-ad xyxy=(758,1533,1126,1673)
table-cell: Tlakoměr. . . . . xyxy=(807,846,879,857)
meteo-note: Slunce svítilo 13¾ hod. xyxy=(805,963,918,974)
ad-text: Žádejte vzácné výtisky gratulací pro 20. století. xyxy=(1576,1082,1788,1093)
paragraph: Denní prodej lístků v kanceláři paní Urbánka ve foyeru Národního divadla v Praze a v trafice proti zimnímu divadlu na Smíchově. xyxy=(758,1392,1126,1417)
